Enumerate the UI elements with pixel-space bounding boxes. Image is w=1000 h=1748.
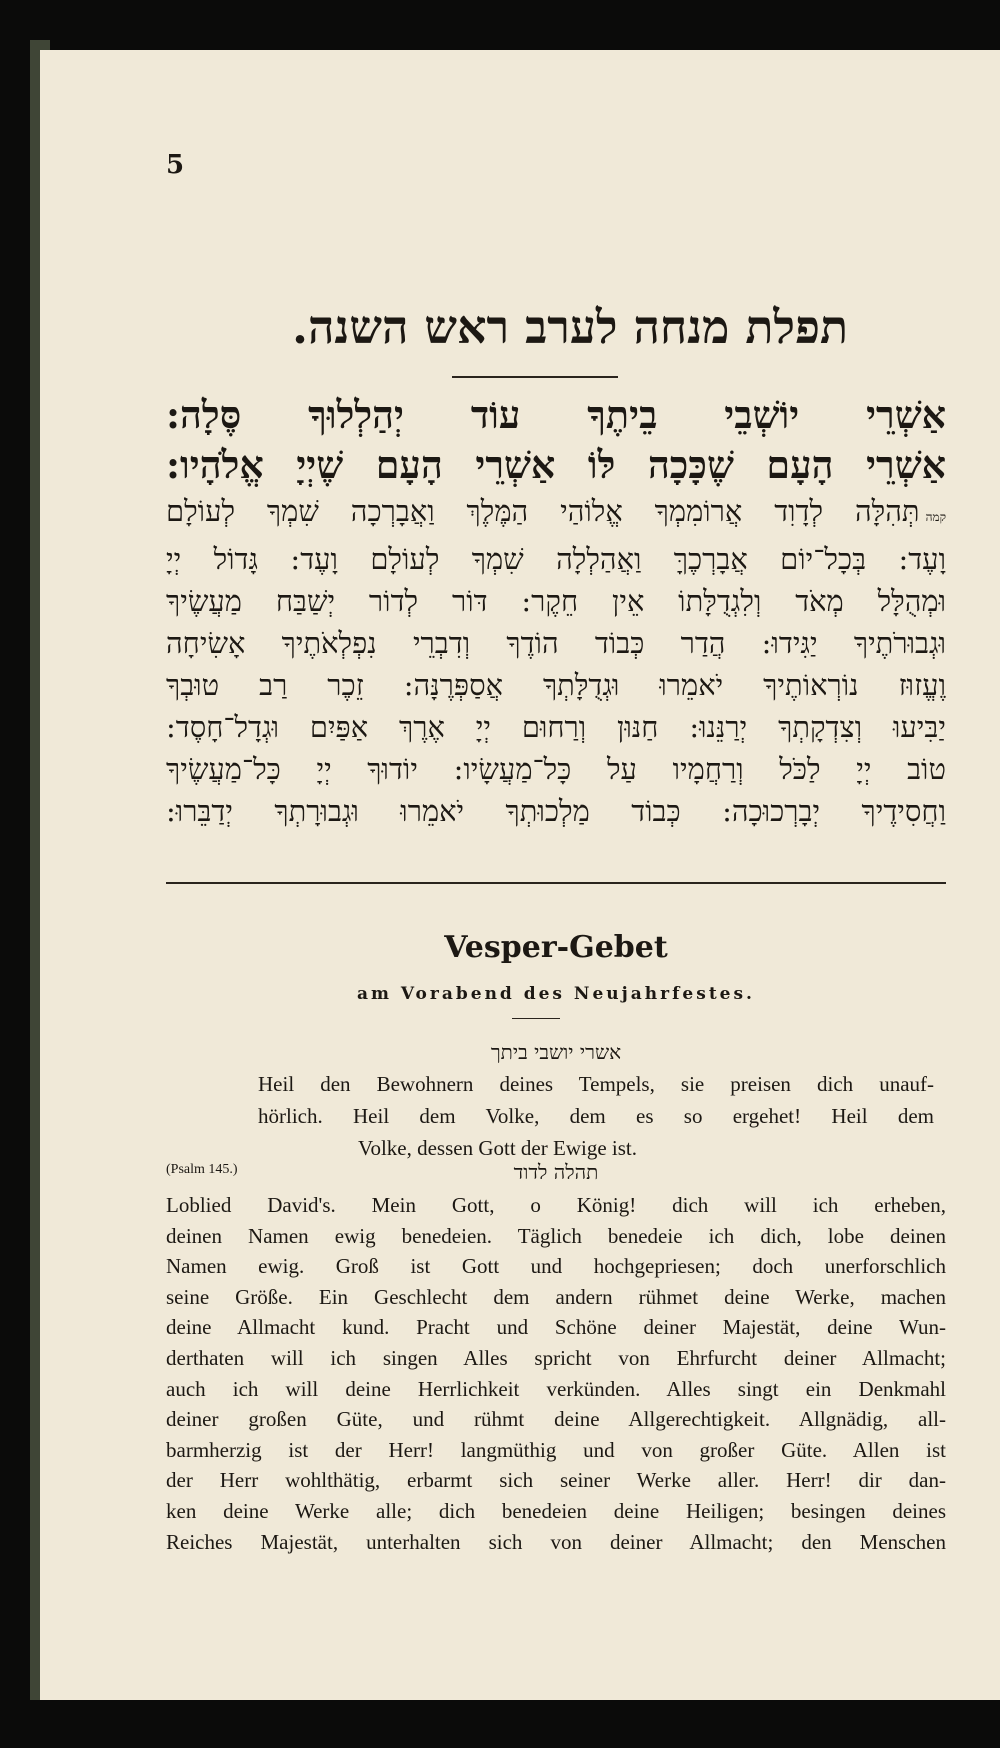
hebrew-psalm-line: וּמְהֻלָּל מְאֹד וְלִגְדֻלָּתוֹ אֵין חֵקֶר: דּוֹר לְדוֹר יְשַׁבַּח מַעֲשֶׂיךָ [166,584,946,618]
german-line: deinen Namen ewig benedeien. Täglich benedeie ich dich, lobe deinen [166,1223,946,1248]
hebrew-psalm-line: וֶעֱזוּז נוֹרְאוֹתֶיךָ יֹאמֵרוּ וּגְדֻלָּתְךָ אֲסַפְּרֶנָּה: זֵכֶר רַב טוּבְךָ [166,668,946,702]
german-line: der Herr wohlthätig, erbarmt sich seiner Werke aller. Herr! dir dan- [166,1468,946,1493]
subtitle-divider [512,1018,560,1019]
german-line: deine Allmacht kund. Pracht und Schöne deiner Majestät, deine Wun- [166,1315,946,1340]
hebrew-psalm-line-text: תְּהִלָּה לְדָוִד אֲרוֹמִמְךָ אֱלוֹהַי הַמֶּלֶךְ וַאֲבָרְכָה שִׁמְךָ לְעוֹלָם [166,494,920,528]
hebrew-incipit: אשרי יושבי ביתך [490,1040,622,1064]
hebrew-psalm-line: וַחֲסִידֶיךָ יְבָרְכוּכָה: כְּבוֹד מַלְכוּתְךָ יֹאמֵרוּ וּגְבוּרָתְךָ יְדַבֵּרוּ: [166,794,946,828]
hebrew-psalm-line: טוֹב יְיָ לַכֹּל וְרַחֲמָיו עַל כָּל־מַעֲשָׂיו: יוֹדוּךָ יְיָ כָּל־מַעֲשֶׂיךָ [166,752,946,786]
hebrew-psalm-line [166,490,946,538]
german-line: deiner großen Güte, und rühmt deine Allgerechtigkeit. Allgnädig, all- [166,1407,946,1432]
hebrew-psalm-line: יַבִּיעוּ וְצִדְקָתְךָ יְרַנֵּנוּ: חַנּוּן וְרַחוּם יְיָ אֶרֶךְ אַפַּיִם וּגְדָל־חָסֶד: [166,710,946,744]
german-line: auch ich will deine Herrlichkeit verkünden. Alles singt ein Denkmahl [166,1376,946,1401]
hebrew-incipit: תהלה לדוד [513,1160,599,1184]
title-divider [452,376,618,378]
german-line: ken deine Werke alle; dich benedeien deine Heiligen; besingen deines [166,1498,946,1523]
german-paragraph [166,1068,946,1164]
section-divider [166,882,946,884]
book-page [40,50,1000,1700]
german-line: Loblied David's. Mein Gott, o König! dich will ich erheben, [166,1193,946,1217]
german-line: Volke, dessen Gott der Ewige ist. [358,1136,637,1160]
hebrew-opening-verses [166,390,946,490]
german-line: derthaten will ich singen Alles spricht von Ehrfurcht deiner Allmacht; [166,1345,946,1370]
psalm-marginal-number: קמה [925,510,946,524]
page-number: 5 [166,150,185,180]
german-line: Heil den Bewohnern deines Tempels, sie preisen dich unauf- [258,1072,934,1096]
hebrew-psalm-line: וּגְבוּרֹתֶיךָ יַגִּידוּ: הֲדַר כְּבוֹד הוֹדֶךָ וְדִבְרֵי נִפְלְאֹתֶיךָ אָשִׂיחָה [166,626,946,660]
german-line: hörlich. Heil dem Volke, dem es so ergehet! Heil dem [258,1104,934,1128]
hebrew-title: תפלת מנחה לערב ראש השנה. [291,300,849,354]
german-title: Vesper-Gebet [444,930,668,965]
hebrew-opening-line: אַשְׁרֵי יוֹשְׁבֵי בֵיתֶךָ עוֹד יְהַלְלוּךָ סֶּלָה: [166,392,946,437]
psalm-reference: (Psalm 145.) [166,1162,238,1177]
german-line: seine Größe. Ein Geschlecht dem andern rühmet deine Werke, machen [166,1284,946,1309]
german-subtitle: am Vorabend des Neujahrfestes. [357,984,755,1004]
hebrew-psalm-line: וָעֶד: בְּכָל־יוֹם אֲבָרְכֶךָּ וַאֲהַלְלָה שִׁמְךָ לְעוֹלָם וָעֶד: גָּדוֹל יְיָ [166,542,946,576]
hebrew-psalm-145 [166,490,946,832]
hebrew-opening-line: אַשְׁרֵי הָעָם שֶׁכָּכָה לּוֹ אַשְׁרֵי הָעָם שֶׁיְיָ אֱלֹהָיו: [166,442,946,487]
german-line: Reiches Majestät, unterhalten sich von deiner Allmacht; den Menschen [166,1529,946,1554]
german-line: Namen ewig. Groß ist Gott und hochgepriesen; doch unerforschlich [166,1254,946,1279]
german-line: barmherzig ist der Herr! langmüthig und von großer Güte. Allen ist [166,1437,946,1462]
german-paragraph [166,1190,946,1557]
